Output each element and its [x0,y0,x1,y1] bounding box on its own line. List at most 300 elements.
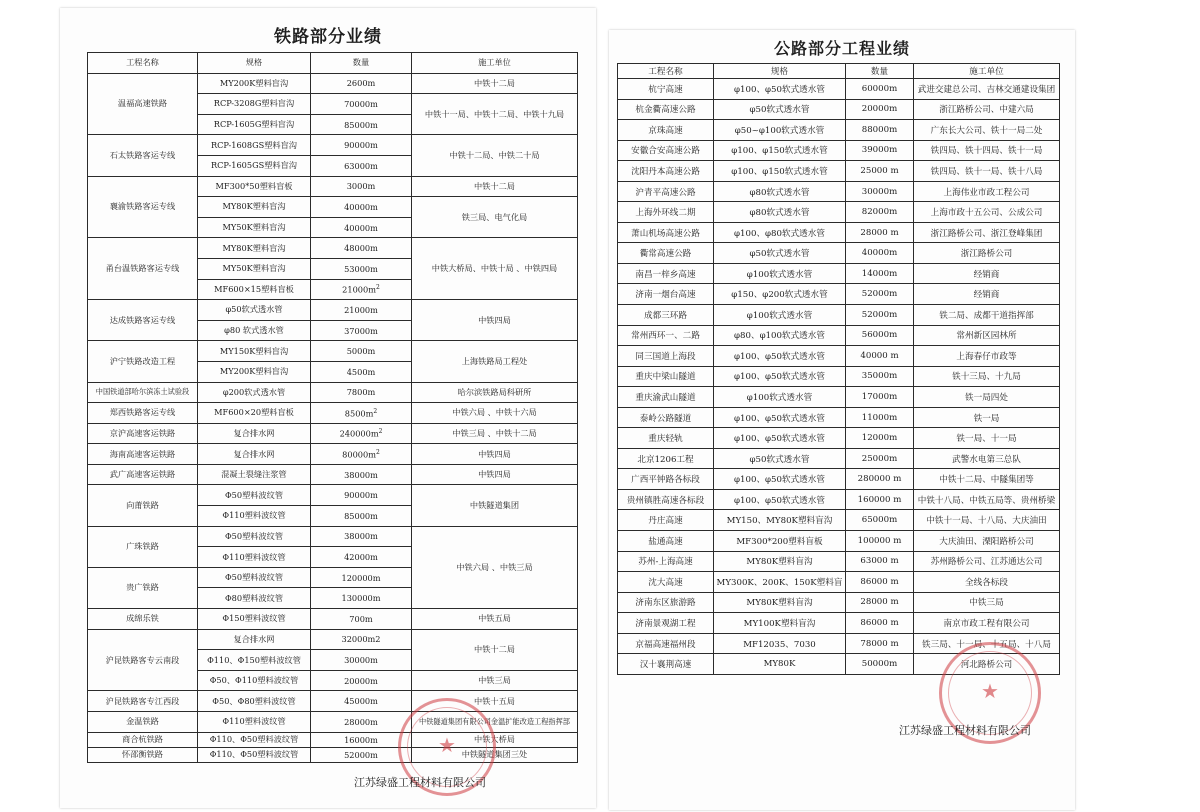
header-cell: 工程名称 [88,53,198,74]
spec-cell: φ100、φ150软式透水管 [714,161,846,182]
table-row [88,423,578,444]
qty-cell: 25000m [846,448,914,469]
spec-cell: φ100、φ50软式透水管 [714,469,846,490]
spec-cell: Φ110塑料波纹管 [198,547,311,568]
unit-cell: 经销商 [914,263,1060,284]
qty-cell: 50000m [846,654,914,675]
spec-cell: φ80软式透水管 [714,181,846,202]
spec-cell: φ80软式透水管 [714,202,846,223]
qty-cell: 4500m [311,361,412,382]
unit-cell: 中铁四局 [412,300,578,341]
unit-cell: 大庆油田、溧阳路桥公司 [914,531,1060,552]
project-cell: 沈大高速 [618,572,714,593]
qty-cell [311,444,412,465]
qty-cell: 38000m [311,464,412,485]
project-cell: 甬台温铁路客运专线 [88,238,198,300]
unit-cell: 铁四局、铁十一局、铁十八局 [914,161,1060,182]
table-row [618,551,1060,572]
seal-star-icon: ★ [981,679,999,703]
unit-cell: 铁三局、电气化局 [412,197,578,238]
project-cell: 中国铁道部哈尔滨冻土试验段 [88,382,198,403]
project-cell: 萧山机场高速公路 [618,222,714,243]
table-row [618,120,1060,141]
header-cell: 施工单位 [914,64,1060,79]
spec-cell: 混凝土裂缝注浆管 [198,464,311,485]
spec-cell: Φ110塑料波纹管 [198,506,311,527]
unit-cell: 中铁十二局 [412,629,578,670]
table-row [88,747,578,762]
qty-cell: 11000m [846,407,914,428]
table-row [618,222,1060,243]
unit-cell: 经销商 [914,284,1060,305]
highway-table-body [618,79,1060,675]
table-row [88,444,578,465]
project-cell: 商合杭铁路 [88,732,198,747]
unit-cell: 中铁十二局、中铁二十局 [412,135,578,176]
spec-cell: φ100、φ50软式透水管 [714,346,846,367]
spec-cell: RCP-1605GS塑料盲沟 [198,155,311,176]
qty-cell: 78000 m [846,633,914,654]
project-cell: 达成铁路客运专线 [88,300,198,341]
spec-cell: φ100、φ80软式透水管 [714,222,846,243]
project-cell: 重庆渝武山隧道 [618,387,714,408]
spec-cell: Φ80塑料波纹管 [198,588,311,609]
table-row [88,526,578,547]
unit-cell: 中铁十一局、中铁十二局、中铁十九局 [412,94,578,135]
qty-cell: 30000m [311,650,412,671]
unit-cell: 中铁四局 [412,464,578,485]
header-cell: 数量 [846,64,914,79]
project-cell: 杭金衢高速公路 [618,99,714,120]
table-row [618,613,1060,634]
qty-cell: 130000m [311,588,412,609]
qty-cell: 65000m [846,510,914,531]
table-row [88,238,578,259]
unit-cell: 上海市政十五公司、公成公司 [914,202,1060,223]
project-cell: 重庆中梁山隧道 [618,366,714,387]
qty-cell: 90000m [311,135,412,156]
unit-cell: 中铁十二局 [412,176,578,197]
unit-cell: 苏州路桥公司、江苏通达公司 [914,551,1060,572]
spec-cell: MY80K塑料盲沟 [198,197,311,218]
spec-cell: φ100、φ150软式透水管 [714,140,846,161]
unit-cell: 中铁四局 [412,444,578,465]
qty-cell: 28000 m [846,592,914,613]
table-row [88,176,578,197]
unit-cell: 浙江路桥公司 [914,243,1060,264]
spec-cell: MY100K塑料盲沟 [714,613,846,634]
project-cell: 成绵乐铁 [88,609,198,630]
qty-cell: 700m [311,609,412,630]
spec-cell: Φ50、Φ80塑料波纹管 [198,691,311,712]
qty-cell: 35000m [846,366,914,387]
spec-cell: MY300K、200K、150K塑料盲 [714,572,846,593]
seal-star-icon: ★ [438,733,456,757]
unit-cell: 铁一局 [914,407,1060,428]
header-cell: 规格 [714,64,846,79]
unit-cell: 全线各标段 [914,572,1060,593]
qty-cell: 38000m [311,526,412,547]
table-row [618,263,1060,284]
project-cell: 广珠铁路 [88,526,198,567]
table-row [618,428,1060,449]
qty-superscript: 2 [375,283,380,291]
unit-cell: 铁四局、铁十四局、铁十一局 [914,140,1060,161]
railway-title: 铁路部分业绩 [274,27,382,47]
project-cell: 盐通高速 [618,531,714,552]
qty-cell: 21000m [311,300,412,321]
qty-cell: 28000m [311,712,412,733]
unit-cell: 铁三局、十一局、十五局、十八局 [914,633,1060,654]
project-cell: 南昌一梓乡高速 [618,263,714,284]
project-cell: 济南东区旅游路 [618,592,714,613]
qty-cell: 16000m [311,732,412,747]
spec-cell: RCP-3208G塑料盲沟 [198,94,311,115]
spec-cell: 复合排水网 [198,423,311,444]
qty-cell [311,423,412,444]
qty-cell: 12000m [846,428,914,449]
spec-cell: Φ110、Φ150塑料波纹管 [198,650,311,671]
project-cell: 济南景观湖工程 [618,613,714,634]
table-row [88,300,578,321]
project-cell: 重庆轻轨 [618,428,714,449]
unit-cell: 广东长大公司、铁十一局二处 [914,120,1060,141]
unit-cell: 铁十三局、十九局 [914,366,1060,387]
unit-cell: 铁二局、成都干道指挥部 [914,305,1060,326]
qty-cell: 52000m [311,747,412,762]
project-cell: 贵州镇胜高速各标段 [618,489,714,510]
project-cell: 温福高速铁路 [88,73,198,135]
table-header-row [618,64,1060,79]
qty-cell: 53000m [311,258,412,279]
project-cell: 上海外环线二期 [618,202,714,223]
qty-cell: 40000m [846,243,914,264]
qty-cell: 70000m [311,94,412,115]
unit-cell: 铁一局四处 [914,387,1060,408]
spec-cell: φ80 软式透水管 [198,320,311,341]
qty-cell: 280000 m [846,469,914,490]
project-cell: 京沪高速客运铁路 [88,423,198,444]
spec-cell: φ100、φ50软式透水管 [714,79,846,100]
spec-cell: φ50软式透水管 [198,300,311,321]
unit-cell: 中铁三局 、中铁十二局 [412,423,578,444]
qty-value: 240000m [339,428,379,439]
qty-value: 80000m [342,449,376,460]
railway-table [87,52,578,763]
qty-cell: 40000m [311,197,412,218]
unit-cell: 中铁十二局 [412,73,578,94]
spec-cell: φ100、φ50软式透水管 [714,366,846,387]
spec-cell: MY150K塑料盲沟 [198,341,311,362]
header-cell: 数量 [311,53,412,74]
table-row [88,485,578,506]
table-row [618,448,1060,469]
qty-cell: 20000m [311,670,412,691]
table-row [618,99,1060,120]
table-row [618,202,1060,223]
spec-cell: MY80K [714,654,846,675]
spec-cell: Φ110、Φ50塑料波纹管 [198,732,311,747]
project-cell: 广西平钟路各标段 [618,469,714,490]
project-cell: 苏州-上海高速 [618,551,714,572]
spec-cell: MF600×15塑料盲板 [198,279,311,300]
unit-cell: 中铁隧道集团 [412,485,578,526]
project-cell: 武广高速客运铁路 [88,464,198,485]
unit-cell: 浙江路桥公司、中建六局 [914,99,1060,120]
qty-cell: 56000m [846,325,914,346]
spec-cell: φ50软式透水管 [714,448,846,469]
qty-cell: 86000 m [846,613,914,634]
spec-cell: 复合排水网 [198,629,311,650]
qty-cell: 85000m [311,506,412,527]
unit-cell: 中铁大桥局 [412,732,578,747]
spec-cell: MF300*200塑料盲板 [714,531,846,552]
qty-cell: 52000m [846,305,914,326]
qty-value: 21000m [342,284,376,295]
qty-cell: 88000m [846,120,914,141]
qty-cell: 100000 m [846,531,914,552]
spec-cell: φ50软式透水管 [714,99,846,120]
spec-cell: Φ50塑料波纹管 [198,526,311,547]
qty-cell: 30000m [846,181,914,202]
unit-cell: 铁一局、十一局 [914,428,1060,449]
table-row [88,609,578,630]
spec-cell: φ150、φ200软式透水管 [714,284,846,305]
project-cell: 郑西铁路客运专线 [88,403,198,424]
table-row [618,366,1060,387]
unit-cell: 上海春仔市政等 [914,346,1060,367]
project-cell: 安徽合安高速公路 [618,140,714,161]
table-row [618,387,1060,408]
unit-cell: 中铁十二局、中隧集团等 [914,469,1060,490]
project-cell: 丹庄高速 [618,510,714,531]
qty-cell: 39000m [846,140,914,161]
project-cell: 贵广铁路 [88,567,198,608]
spec-cell: φ100、φ50软式透水管 [714,407,846,428]
table-row [88,712,578,733]
project-cell: 杭宁高速 [618,79,714,100]
table-header-row [88,53,578,74]
spec-cell: RCP-1605G塑料盲沟 [198,114,311,135]
spec-cell: MY80K塑料盲沟 [198,238,311,259]
project-cell: 衢常高速公路 [618,243,714,264]
qty-cell: 82000m [846,202,914,223]
highway-table [617,63,1060,675]
table-row [618,489,1060,510]
company-name: 江苏绿盛工程材料有限公司 [899,724,1031,737]
spec-cell: MF12035、7030 [714,633,846,654]
table-row [88,629,578,650]
unit-cell: 中铁大桥局、中铁十局 、中铁四局 [412,238,578,300]
qty-cell: 85000m [311,114,412,135]
header-cell: 施工单位 [412,53,578,74]
highway-sheet [609,30,1075,810]
project-cell: 襄渝铁路客运专线 [88,176,198,238]
unit-cell: 常州新区园林所 [914,325,1060,346]
company-name: 江苏绿盛工程材料有限公司 [354,776,486,789]
qty-superscript: 2 [378,428,383,436]
qty-cell: 28000 m [846,222,914,243]
table-row [88,135,578,156]
table-row [618,305,1060,326]
unit-cell: 上海铁路局工程处 [412,341,578,382]
spec-cell: φ50软式透水管 [714,243,846,264]
unit-cell: 中铁三局 [914,592,1060,613]
unit-cell: 中铁三局 [412,670,578,691]
unit-cell: 中铁十五局 [412,691,578,712]
project-cell: 成都三环路 [618,305,714,326]
qty-cell: 2600m [311,73,412,94]
project-cell: 沪昆铁路客专云南段 [88,629,198,691]
spec-cell: φ100、φ50软式透水管 [714,489,846,510]
qty-cell: 14000m [846,263,914,284]
project-cell: 常州西环一、二路 [618,325,714,346]
unit-cell: 武进交建总公司、吉林交通建设集团 [914,79,1060,100]
highway-title: 公路部分工程业绩 [773,39,910,58]
unit-cell: 中铁十一局、十八局、大庆油田 [914,510,1060,531]
spec-cell: MY50K塑料盲沟 [198,217,311,238]
table-row [618,181,1060,202]
spec-cell: MF300*50塑料盲板 [198,176,311,197]
unit-cell: 中铁六局 、中铁十六局 [412,403,578,424]
project-cell: 沪宁铁路改造工程 [88,341,198,382]
unit-cell: 哈尔滨铁路局科研所 [412,382,578,403]
table-row [618,510,1060,531]
unit-cell: 上海伟业市政工程公司 [914,181,1060,202]
qty-cell: 3000m [311,176,412,197]
spec-cell: φ100软式透水管 [714,305,846,326]
spec-cell: Φ50、Φ110塑料波纹管 [198,670,311,691]
table-row [618,79,1060,100]
qty-cell: 40000 m [846,346,914,367]
table-row [88,732,578,747]
qty-cell [311,403,412,424]
qty-cell: 25000 m [846,161,914,182]
project-cell: 沪青平高速公路 [618,181,714,202]
project-cell: 沪昆铁路客专江西段 [88,691,198,712]
project-cell: 汉十襄荆高速 [618,654,714,675]
qty-cell: 120000m [311,567,412,588]
qty-cell: 7800m [311,382,412,403]
qty-superscript: 2 [375,448,380,456]
spec-cell: φ50~φ100软式透水管 [714,120,846,141]
table-row [88,382,578,403]
unit-cell: 中铁五局 [412,609,578,630]
qty-value: 8500m [344,408,374,419]
qty-cell: 45000m [311,691,412,712]
table-row [88,341,578,362]
spec-cell: MY150、MY80K塑料盲沟 [714,510,846,531]
spec-cell: φ100、φ50软式透水管 [714,428,846,449]
project-cell: 京珠高速 [618,120,714,141]
qty-cell: 40000m [311,217,412,238]
spec-cell: Φ50塑料波纹管 [198,567,311,588]
table-row [618,469,1060,490]
unit-cell: 南京市政工程有限公司 [914,613,1060,634]
qty-cell: 63000m [311,155,412,176]
spec-cell: Φ150塑料波纹管 [198,609,311,630]
spec-cell: 复合排水网 [198,444,311,465]
table-row [618,284,1060,305]
project-cell: 向莆铁路 [88,485,198,526]
qty-cell: 63000 m [846,551,914,572]
project-cell: 北京1206工程 [618,448,714,469]
spec-cell: φ80、φ100软式透水管 [714,325,846,346]
table-row [618,325,1060,346]
qty-cell: 60000m [846,79,914,100]
unit-cell: 中铁六局 、中铁三局 [412,526,578,608]
project-cell: 怀邵衡铁路 [88,747,198,762]
table-row [618,243,1060,264]
table-row [88,691,578,712]
spec-cell: Φ110、Φ50塑料波纹管 [198,747,311,762]
table-row [618,592,1060,613]
qty-cell: 42000m [311,547,412,568]
unit-cell: 中铁十八局、中铁五局等、贵州桥梁 [914,489,1060,510]
spec-cell: MF600×20塑料盲板 [198,403,311,424]
table-row [618,407,1060,428]
unit-cell: 浙江路桥公司、浙江登峰集团 [914,222,1060,243]
project-cell: 京福高速福州段 [618,633,714,654]
project-cell: 沈阳丹本高速公路 [618,161,714,182]
spec-cell: MY50K塑料盲沟 [198,258,311,279]
table-row [618,161,1060,182]
railway-sheet [60,8,596,808]
qty-cell: 160000 m [846,489,914,510]
qty-cell: 20000m [846,99,914,120]
table-row [88,464,578,485]
spec-cell: φ100软式透水管 [714,263,846,284]
project-cell: 金温铁路 [88,712,198,733]
unit-cell: 中铁隧道集团有限公司金温扩能改造工程指挥部 [412,712,578,733]
header-cell: 工程名称 [618,64,714,79]
project-cell: 石太铁路客运专线 [88,135,198,176]
spec-cell: RCP-1608GS塑料盲沟 [198,135,311,156]
table-row [88,73,578,94]
unit-cell: 河北路桥公司 [914,654,1060,675]
spec-cell: MY80K塑料盲沟 [714,592,846,613]
table-row [618,346,1060,367]
qty-superscript: 2 [373,407,378,415]
spec-cell: φ200软式透水管 [198,382,311,403]
spec-cell: Φ50塑料波纹管 [198,485,311,506]
unit-cell: 武警水电第三总队 [914,448,1060,469]
qty-cell: 86000 m [846,572,914,593]
project-cell: 泰岭公路隧道 [618,407,714,428]
header-cell: 规格 [198,53,311,74]
qty-cell: 17000m [846,387,914,408]
table-row [618,140,1060,161]
spec-cell: MY80K塑料盲沟 [714,551,846,572]
qty-cell: 90000m [311,485,412,506]
qty-cell: 32000m2 [311,629,412,650]
spec-cell: Φ110塑料波纹管 [198,712,311,733]
project-cell: 海南高速客运铁路 [88,444,198,465]
project-cell: 济南一烟台高速 [618,284,714,305]
qty-cell [311,279,412,300]
spec-cell: φ100软式透水管 [714,387,846,408]
spec-cell: MY200K塑料盲沟 [198,361,311,382]
spec-cell: MY200K塑料盲沟 [198,73,311,94]
table-row [88,403,578,424]
qty-cell: 48000m [311,238,412,259]
unit-cell: 中铁隧道集团三处 [412,747,578,762]
table-row [618,572,1060,593]
table-row [618,531,1060,552]
qty-cell: 5000m [311,341,412,362]
qty-cell: 52000m [846,284,914,305]
project-cell: 同三国道上海段 [618,346,714,367]
